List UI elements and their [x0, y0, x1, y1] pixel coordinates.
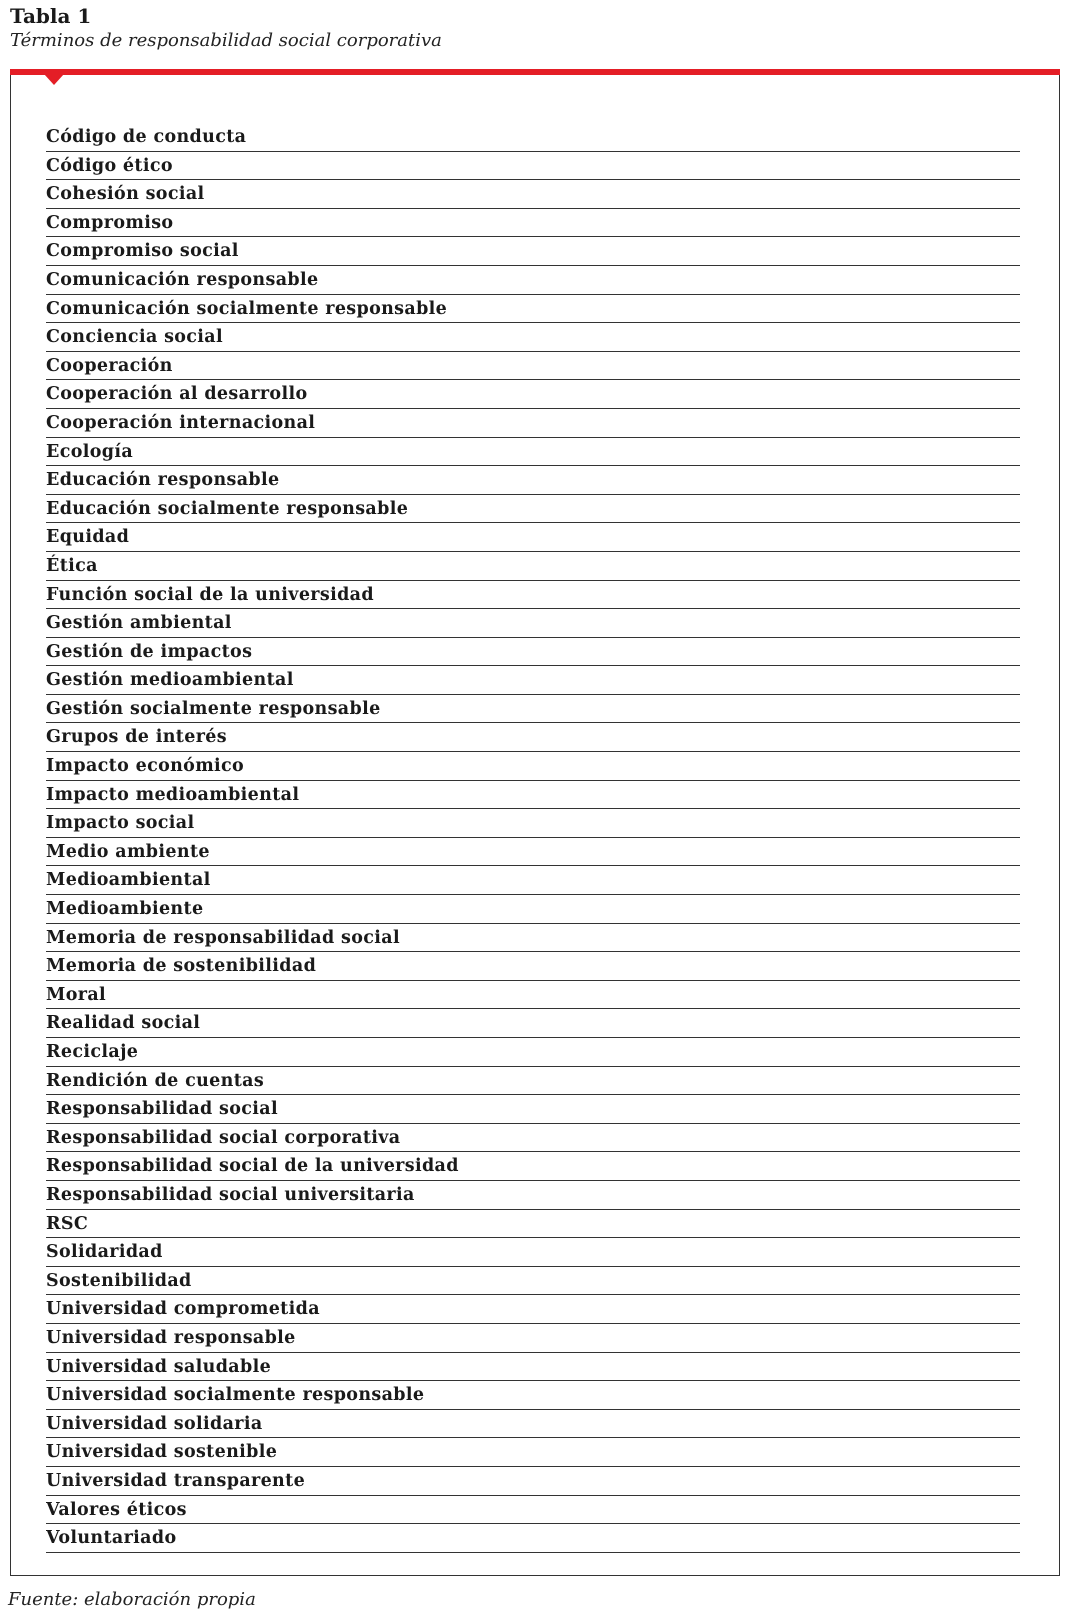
table-row: Universidad socialmente responsable: [46, 1381, 1020, 1410]
table-row: Gestión medioambiental: [46, 666, 1020, 695]
table-row: RSC: [46, 1210, 1020, 1239]
table-row: Ética: [46, 552, 1020, 581]
table-row: Moral: [46, 981, 1020, 1010]
table-row: Voluntariado: [46, 1524, 1020, 1553]
table-row: Conciencia social: [46, 323, 1020, 352]
table-row: Universidad comprometida: [46, 1295, 1020, 1324]
table-row: Memoria de sostenibilidad: [46, 952, 1020, 981]
table-row: Universidad solidaria: [46, 1410, 1020, 1439]
table-row: Memoria de responsabilidad social: [46, 924, 1020, 953]
table-row: Compromiso: [46, 209, 1020, 238]
table-row: Universidad responsable: [46, 1324, 1020, 1353]
table-row: Compromiso social: [46, 237, 1020, 266]
table-row: Educación socialmente responsable: [46, 495, 1020, 524]
table-row: Impacto social: [46, 809, 1020, 838]
table-row: Impacto medioambiental: [46, 781, 1020, 810]
table-row: Impacto económico: [46, 752, 1020, 781]
table-row: Medioambiente: [46, 895, 1020, 924]
table-row: Cooperación al desarrollo: [46, 380, 1020, 409]
table-caption: Términos de responsabilidad social corporativa: [10, 30, 442, 51]
table-row: Comunicación socialmente responsable: [46, 295, 1020, 324]
table-row: Solidaridad: [46, 1238, 1020, 1267]
table-row: Grupos de interés: [46, 723, 1020, 752]
table-row: Gestión de impactos: [46, 638, 1020, 667]
table-row: Gestión ambiental: [46, 609, 1020, 638]
table-row: Cooperación: [46, 352, 1020, 381]
table-row: Responsabilidad social universitaria: [46, 1181, 1020, 1210]
table-row: Cohesión social: [46, 180, 1020, 209]
table-row: Código ético: [46, 152, 1020, 181]
table-row: Universidad transparente: [46, 1467, 1020, 1496]
table-row: Responsabilidad social de la universidad: [46, 1152, 1020, 1181]
table-label: Tabla 1: [10, 4, 92, 28]
table-row: Responsabilidad social corporativa: [46, 1124, 1020, 1153]
table-row: Reciclaje: [46, 1038, 1020, 1067]
table-row: Responsabilidad social: [46, 1095, 1020, 1124]
table-row: Rendición de cuentas: [46, 1067, 1020, 1096]
table-row: Educación responsable: [46, 466, 1020, 495]
table-row: Función social de la universidad: [46, 581, 1020, 610]
table-row: Sostenibilidad: [46, 1267, 1020, 1296]
table-row: Medioambiental: [46, 866, 1020, 895]
table-row: Comunicación responsable: [46, 266, 1020, 295]
table-row: Código de conducta: [46, 123, 1020, 152]
table-row: Equidad: [46, 523, 1020, 552]
table-row: Realidad social: [46, 1009, 1020, 1038]
table-row: Ecología: [46, 438, 1020, 467]
table-row: Universidad saludable: [46, 1353, 1020, 1382]
table-row: Cooperación internacional: [46, 409, 1020, 438]
table-row: Universidad sostenible: [46, 1438, 1020, 1467]
table-row: Medio ambiente: [46, 838, 1020, 867]
table-row: Valores éticos: [46, 1496, 1020, 1525]
terms-table: [46, 123, 1020, 1553]
table-row: Gestión socialmente responsable: [46, 695, 1020, 724]
source-note: Fuente: elaboración propia: [8, 1589, 256, 1610]
